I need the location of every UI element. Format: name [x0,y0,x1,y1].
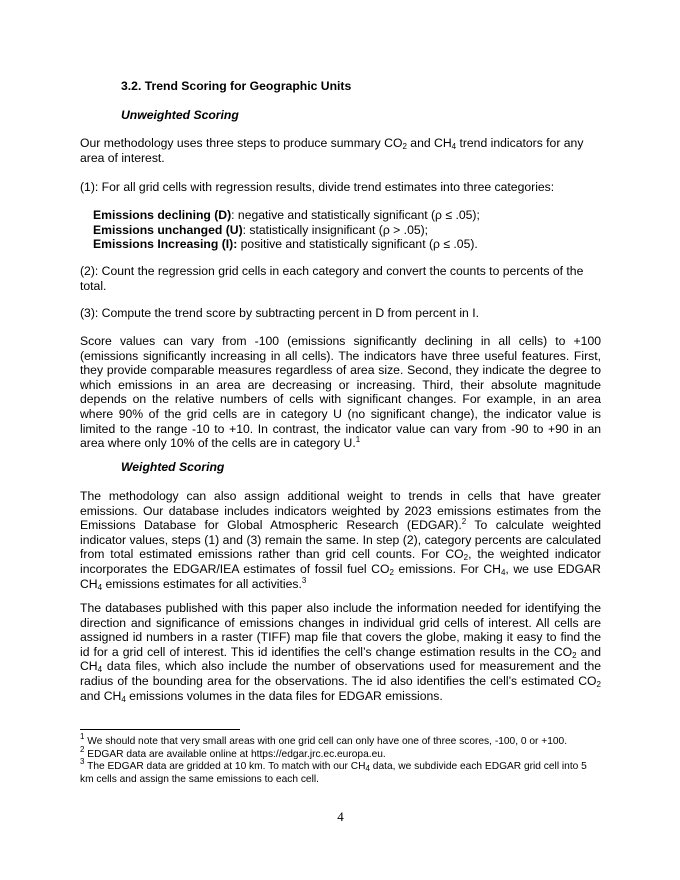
step-3: (3): Compute the trend score by subtracting percent in D from percent in I. [80,306,479,320]
section-heading: 3.2. Trend Scoring for Geographic Units [121,79,352,93]
footnote-2: $^2$ EDGAR data are available online at https://edgar.jrc.ec.europa.eu. [80,744,386,760]
intro-paragraph: Our methodology uses three steps to produce summary $CO_2$ and $CH_4$ trend indicators for any area of interest. [80,136,584,165]
footnote-ref-2: 2 [461,517,467,527]
footnotes [80,732,601,786]
category-list [80,208,614,252]
footnote-separator [80,729,240,730]
weighted-heading: Weighted Scoring [121,460,225,474]
footnote-ref-1: 1 [355,435,361,445]
category-unchanged: Emissions unchanged (U): statistically insignificant (ρ > .05); [93,222,429,237]
category-increasing: Emissions Increasing (I): positive and statistically significant (ρ ≤ .05). [93,237,478,252]
unweighted-heading: Unweighted Scoring [121,108,239,122]
page-number: 4 [337,809,344,824]
footnote-3: $^3$ The EDGAR data are gridded at 10 km. To match with our $CH_4$ data, we subdivide each EDGAR grid cell into 5 km cells and assign the same emissions to each cell. [80,757,587,785]
weighted-paragraph: The methodology can also assign additional weight to trends in cells that have greater emissions. Our database includes indicators weighted by 2023 emissions estimates from the Emissions Database for Global Atmospheric Research (EDGAR).$^2$ To calculate weighted indicator values, steps (1) and (3) remain the same. In step (2), category percents are calculated from total estimated emissions rather than grid cell counts. For $CO_2$, the weighted indicator incorporates the EDGAR/IEA estimates of fossil fuel $CO_2$ emissions. For $CH_4$, we use EDGAR $CH_4$ emissions estimates for all activities.$^3$ [80,489,601,592]
footnote-ref-3: 3 [301,575,307,585]
footnote-1: $^1$ We should note that very small areas with one grid cell can only have one of three scores, -100, 0 or +100. [80,732,568,747]
score-paragraph: Score values can vary from -100 (emissions significantly declining in all cells) to +100 (emissions significantly increasing in all cells). The indicators have three useful features. First, they provide comparable measures regardless of area size. Second, they indicate the degree to which emissions in an area are decreasing or increasing. Third, their absolute magnitude depends on the relative numbers of cells with significant changes. For example, in an area where 90% of the grid cells are in category U (no significant change), the indicator value is limited to the range -10 to +10. In contrast, the indicator value can vary from -90 to +90 in an area where only 10% of the cells are in category U.$^1$ [80,334,601,451]
category-declining: Emissions declining (D): negative and statistically significant (ρ ≤ .05); [93,208,480,222]
step-2: (2): Count the regression grid cells in each category and convert the counts to percents of the total. [80,264,584,293]
databases-paragraph: The databases published with this paper also include the information needed for identifying the direction and significance of emissions changes in individual grid cells of interest. All cells are assigned id numbers in a raster (TIFF) map file that covers the globe, making it easy to find the id for a grid cell of interest. This id identifies the cell’s change estimation results in the $CO_2$ and $CH_4$ data files, which also include the number of observations used for measurement and the radius of the bounding area for the observations. The id also identifies the cell’s estimated $CO_2$ and $CH_4$ emissions volumes in the data files for EDGAR emissions. [80,601,601,704]
step-1: (1): For all grid cells with regression results, divide trend estimates into three categories: [80,180,555,194]
